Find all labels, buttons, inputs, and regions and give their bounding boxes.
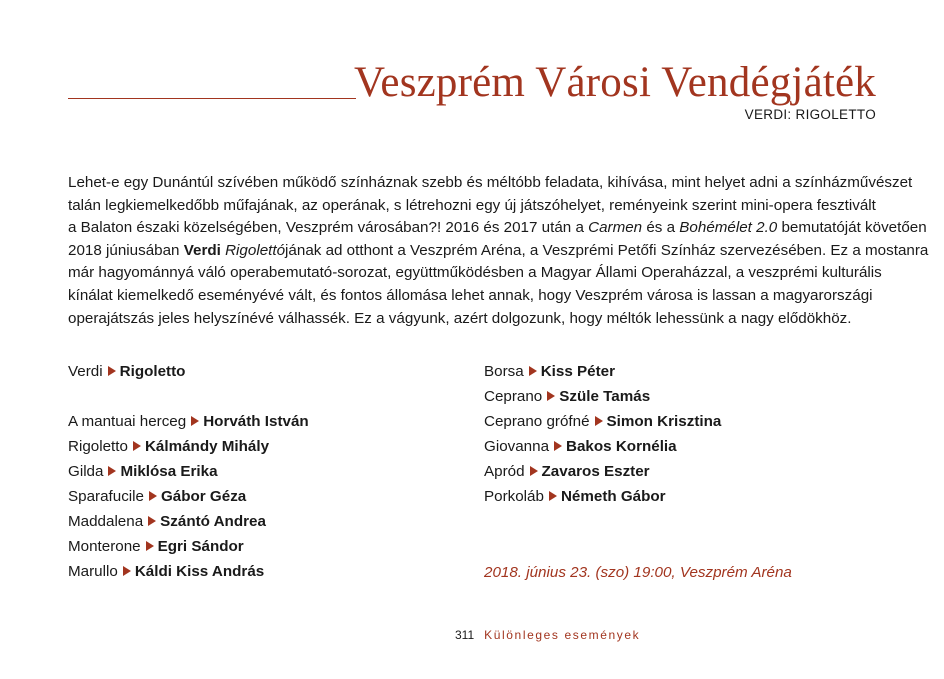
performer-name: Kiss Péter <box>540 363 615 380</box>
intro-line: már hagyománnyá váló operabemutató-sorozat, együttműködésben a Magyar Állami Operaházzal, a veszprémi kulturális <box>68 264 882 282</box>
intro-line: operajátszás jeles helyszínévé válhassék. Ez a vágyunk, azért dolgozunk, hogy méltók lehessünk a nagy elődökhöz. <box>68 309 852 327</box>
intro-text: és a <box>642 219 680 237</box>
role-label: Maddalena <box>68 513 144 530</box>
intro-line: kínálat kiemelkedő eseményévé vált, és fontos állomása lehet annak, hogy Veszprém városa is lassan a magyarországi <box>68 286 873 304</box>
triangle-arrow-icon <box>191 416 199 426</box>
composer-label: Verdi <box>68 363 103 380</box>
role-label: Sparafucile <box>68 488 144 505</box>
performer-name: Egri Sándor <box>157 538 244 555</box>
performer-name: Bakos Kornélia <box>566 438 677 455</box>
triangle-arrow-icon <box>133 441 141 451</box>
page-number: 311 <box>455 628 475 642</box>
performer-name: Szántó Andrea <box>160 513 266 530</box>
page-title: Veszprém Városi Vendégjáték <box>353 59 876 106</box>
work-title-boheme: Bohémélet 2.0 <box>679 219 778 237</box>
performer-name: Káldi Kiss András <box>134 563 265 580</box>
intro-text: a Balaton északi közelségében, Veszprém városában?! 2016 és 2017 után a <box>68 219 589 237</box>
triangle-arrow-icon <box>554 441 562 451</box>
triangle-arrow-icon <box>108 466 116 476</box>
triangle-arrow-icon <box>549 491 557 501</box>
role-label: Ceprano grófné <box>484 413 590 430</box>
performer-name: Szüle Tamás <box>559 388 651 405</box>
role-label: Giovanna <box>484 438 550 455</box>
intro-paragraph <box>68 172 929 330</box>
triangle-arrow-icon <box>108 366 116 376</box>
intro-line: Lehet-e egy Dunántúl szívében működő színháznak szebb és méltóbb feladata, kihívása, mint helyet adni a színházművészet <box>68 174 913 191</box>
production-row <box>68 362 309 387</box>
triangle-arrow-icon <box>595 416 603 426</box>
intro-line <box>68 217 927 240</box>
event-date-venue: 2018. június 23. (szo) 19:00, Veszprém Aréna <box>484 564 792 581</box>
triangle-arrow-icon <box>148 516 156 526</box>
intro-line <box>68 240 929 263</box>
triangle-arrow-icon <box>149 491 157 501</box>
triangle-arrow-icon <box>547 391 555 401</box>
role-label: Porkoláb <box>484 488 544 505</box>
cast-row <box>484 462 721 487</box>
cast-row <box>484 487 721 512</box>
cast-row <box>68 437 309 462</box>
cast-row <box>484 387 721 412</box>
intro-text: 2018 júniusában <box>68 241 184 259</box>
triangle-arrow-icon <box>123 566 131 576</box>
cast-row <box>484 437 721 462</box>
cast-row <box>68 412 309 437</box>
triangle-arrow-icon <box>530 466 538 476</box>
cast-row <box>68 462 309 487</box>
role-label: Marullo <box>68 563 118 580</box>
cast-row <box>484 362 721 387</box>
title-rule <box>68 98 356 99</box>
page-footer <box>455 628 640 642</box>
triangle-arrow-icon <box>146 541 154 551</box>
role-label: A mantuai herceg <box>68 413 187 430</box>
cast-row <box>68 512 309 537</box>
intro-line: talán legkiemelkedőbb műfajának, az operának, s létrehozni egy új játszóhelyet, reményeink szerint mini-opera fesztivált <box>68 196 876 214</box>
intro-text: jának ad otthont a Veszprém Aréna, a Veszprémi Petőfi Színház szervezésében. Ez a mostanra <box>285 241 929 259</box>
performer-name: Zavaros Eszter <box>541 463 650 480</box>
performer-name: Simon Krisztina <box>606 413 722 430</box>
composer-name: Verdi <box>183 241 221 259</box>
role-label: Gilda <box>68 463 104 480</box>
intro-text: bemutatóját követően <box>777 219 927 237</box>
role-label: Ceprano <box>484 388 543 405</box>
performer-name: Horváth István <box>203 413 309 430</box>
role-label: Monterone <box>68 538 141 555</box>
performer-name: Németh Gábor <box>560 488 666 505</box>
work-title-carmen: Carmen <box>588 219 643 237</box>
cast-row <box>68 537 309 562</box>
cast-column-right <box>484 362 721 512</box>
work-title-rigoletto: Rigolettó <box>225 241 286 259</box>
performer-name: Kálmándy Mihály <box>144 438 270 455</box>
performer-name: Gábor Géza <box>160 488 247 505</box>
work-name: Rigoletto <box>119 363 186 380</box>
role-label: Apród <box>484 463 525 480</box>
page-subtitle: VERDI: RIGOLETTO <box>744 107 876 122</box>
role-label: Rigoletto <box>68 438 128 455</box>
cast-row <box>68 487 309 512</box>
section-name: Különleges események <box>484 628 641 642</box>
role-label: Borsa <box>484 363 524 380</box>
spacer <box>68 387 309 412</box>
cast-row <box>484 412 721 437</box>
cast-row <box>68 562 309 587</box>
cast-column-left <box>68 362 309 587</box>
performer-name: Miklósa Erika <box>120 463 218 480</box>
triangle-arrow-icon <box>529 366 537 376</box>
